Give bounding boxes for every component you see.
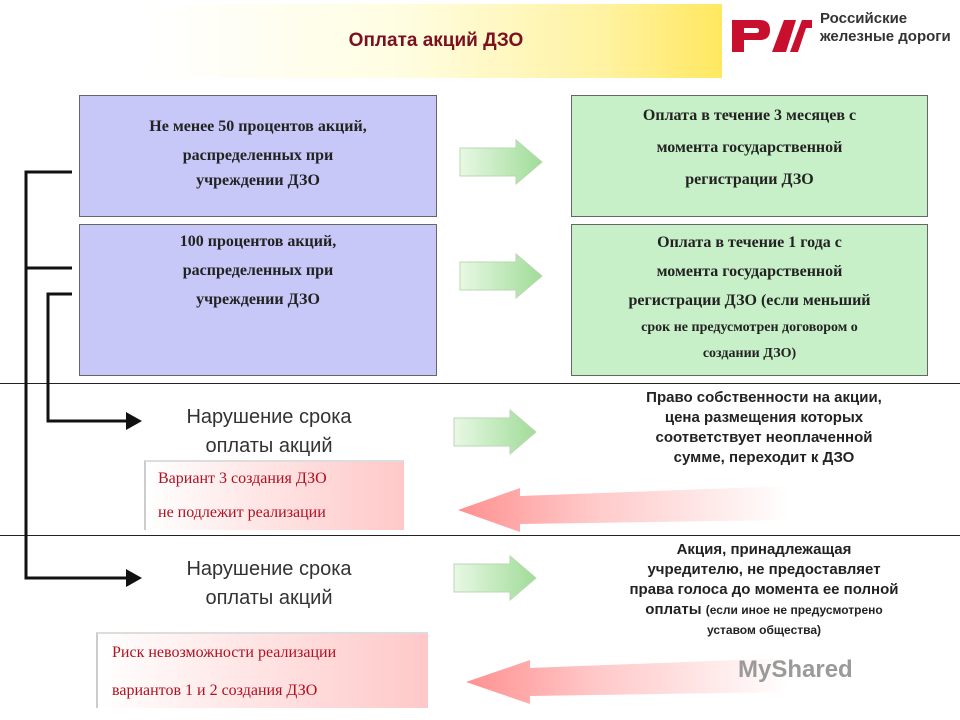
page-title: Оплата акций ДЗО: [348, 30, 524, 51]
consequence-small: (если иное не предусмотрено: [705, 603, 883, 617]
note-line: вариантов 1 и 2 создания ДЗО: [112, 682, 318, 699]
note-line: Вариант 3 создания ДЗО: [158, 470, 327, 487]
watermark-text: MyShared: [738, 656, 853, 683]
violation-label-line: Нарушение срока: [186, 406, 352, 428]
right-box-1-line: Оплата в течение 3 месяцев с: [642, 107, 857, 124]
consequence-small-line: уставом общества): [706, 623, 822, 637]
left-box-2-line: учреждении ДЗО: [196, 291, 320, 308]
left-box-1-line: учреждении ДЗО: [196, 172, 320, 189]
note-box-1: [144, 460, 404, 530]
consequence-line: [588, 600, 940, 620]
consequence-line: Акция, принадлежащая: [676, 541, 852, 558]
logo-line-2: железные дороги: [820, 28, 951, 45]
left-box-2-line: распределенных при: [182, 262, 334, 279]
consequence-line: учредителю, не предоставляет: [647, 561, 881, 578]
violation-label-line: оплаты акций: [205, 435, 333, 457]
violation-label-1: [140, 403, 398, 461]
right-box-2-line: Оплата в течение 1 года с: [657, 234, 842, 251]
consequence-line: Право собственности на акции,: [646, 389, 882, 406]
note-line: Риск невозможности реализации: [112, 644, 337, 661]
left-box-1-line: Не менее 50 процентов акций,: [149, 118, 367, 135]
consequence-word: оплаты: [645, 601, 702, 618]
violation-label-line: оплаты акций: [205, 587, 333, 609]
consequence-2: [588, 540, 940, 640]
right-box-1-line: момента государственной: [656, 139, 843, 156]
left-box-2-line: 100 процентов акций,: [179, 233, 337, 250]
right-box-2-line: момента государственной: [656, 263, 843, 280]
consequence-line: сумме, переходит к ДЗО: [673, 449, 855, 466]
note-line: не подлежит реализации: [158, 504, 326, 521]
left-box-1-line: распределенных при: [182, 147, 334, 164]
right-box-2-line: срок не предусмотрен договором о: [641, 320, 858, 335]
violation-label-line: Нарушение срока: [186, 558, 352, 580]
right-box-1-line: регистрации ДЗО: [685, 171, 814, 188]
right-box-2-line: регистрации ДЗО (если меньший: [628, 292, 871, 309]
consequence-1: [590, 388, 938, 468]
consequence-line: цена размещения которых: [664, 409, 864, 426]
note-box-2: [96, 632, 428, 708]
consequence-line: соответствует неоплаченной: [655, 429, 873, 446]
right-box-2-line: создании ДЗО): [702, 346, 797, 361]
logo-line-1: Российские: [820, 10, 908, 27]
violation-label-2: [140, 555, 398, 613]
consequence-line: права голоса до момента ее полной: [629, 581, 899, 598]
